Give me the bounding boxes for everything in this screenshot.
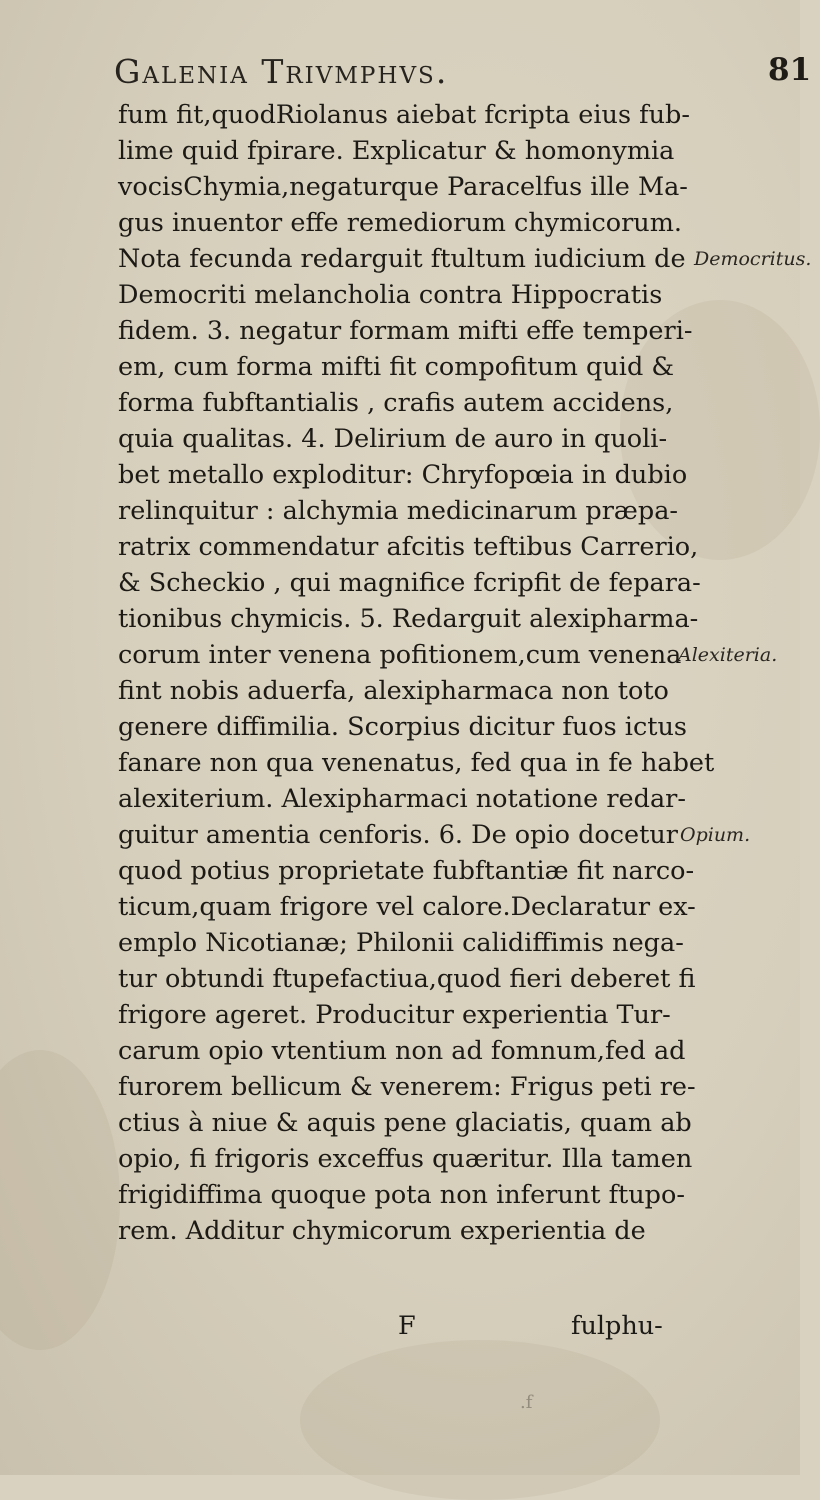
running-title: Galenia Trivmphvs.: [114, 52, 449, 91]
book-page: Galenia Trivmphvs. 81 fum fit,quodRiolanus aiebat fcripta eius fub- lime quid fpirare. Explicatur & homonymia vocisChymia,negaturque Paracelfus ille Ma- gus inuentor effe remediorum chymicorum. Nota fecunda redarguit ftultum iudicium de Democriti melancholia contra Hippocratis fidem. 3. negatur formam mifti effe temperi- em, cum forma mifti fit compofitum quid & forma fubftantialis , crafis autem accidens, quia qualitas. 4. Delirium de auro in quoli- bet metallo exploditur: Chryfopœia in dubio relinquitur : alchymia medicinarum præpa- ratrix commendatur afcitis teftibus Carrerio, & Scheckio , qui magnifice fcripfit de fepara- tionibus chymicis. 5. Redarguit alexipharma- corum inter venena pofitionem,cum venena fint nobis aduerfa, alexipharmaca non toto genere diffimilia. Scorpius dicitur fuos ictus fanare non qua venenatus, fed qua in fe habet alexiterium. Alexipharmaci notatione redar- guitur amentia cenforis. 6. De opio docetur quod potius proprietate fubftantiæ fit narco- ticum,quam frigore vel calore.Declaratur ex- emplo Nicotianæ; Philonii calidiffimis nega- tur obtundi ftupefactiua,quod fieri deberet fi frigore ageret. Producitur experientia Tur- carum opio vtentium non ad fomnum,fed ad furorem bellicum & venerem: Frigus peti re- ctius à niue & aquis pene glaciatis, quam ab opio, fi frigoris exceffus quæritur. Illa tamen frigidiffima quoque pota non inferunt ftupo- rem. Additur chymicorum experientia de Democritus. Alexiteria. Opium. F fulphu- .f: [0, 0, 800, 1475]
catchword: fulphu-: [571, 1311, 663, 1341]
paper-stain: [300, 1340, 660, 1500]
page-footer: [0, 1306, 800, 1346]
show-through-mark: .f: [520, 1392, 533, 1413]
margin-note-opium: Opium.: [680, 824, 751, 846]
margin-note-alexiteria: Alexiteria.: [678, 644, 778, 666]
signature-mark: F: [398, 1311, 416, 1341]
paper-stain: [0, 1050, 120, 1350]
margin-note-democritus: Democritus.: [694, 248, 812, 270]
page-header: [92, 52, 812, 96]
page-number: 81: [768, 52, 812, 88]
